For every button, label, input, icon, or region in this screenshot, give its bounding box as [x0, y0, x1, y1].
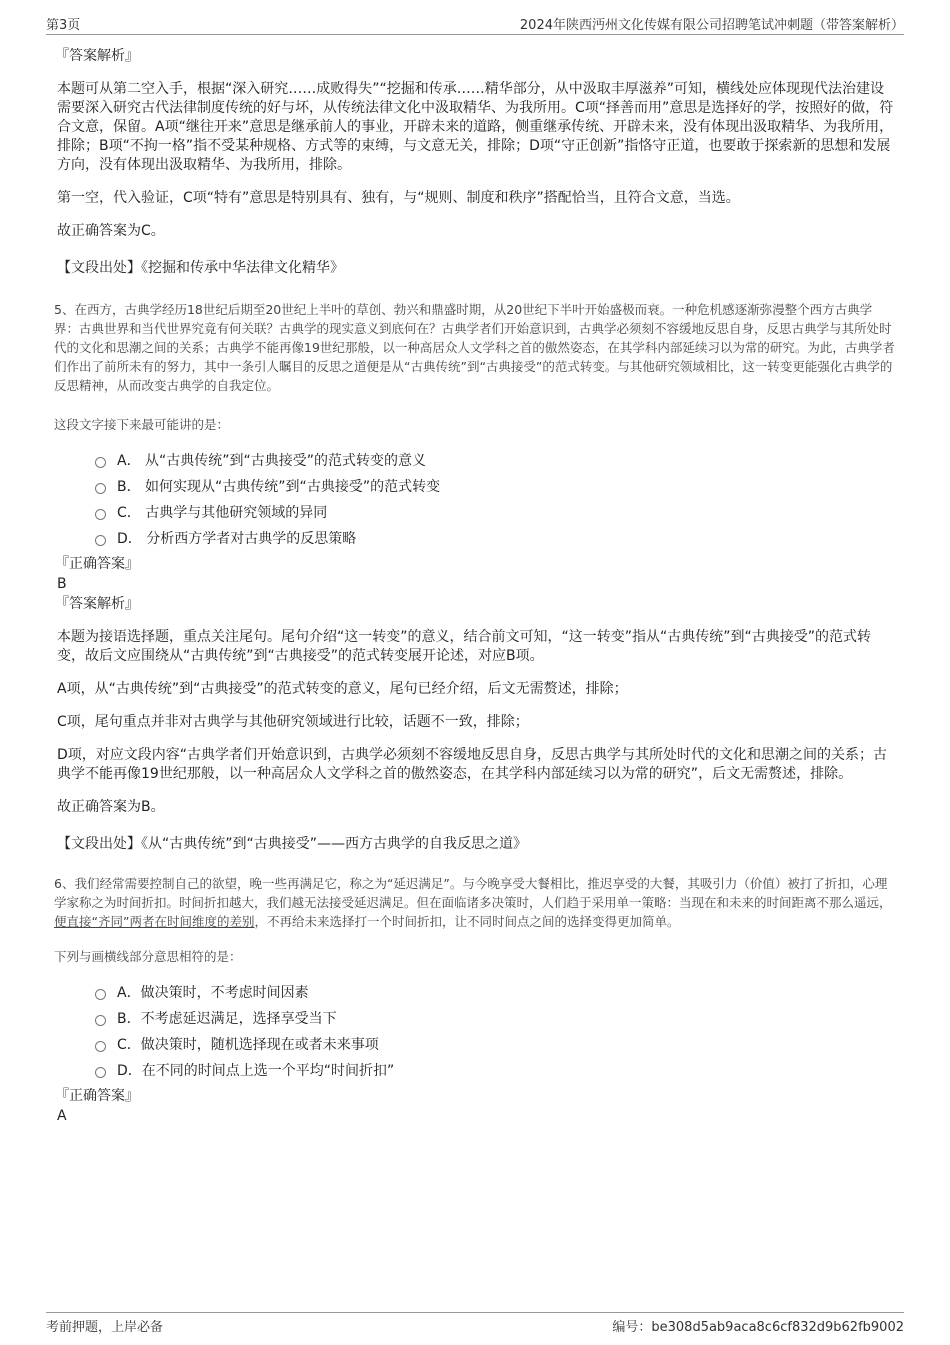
option-c[interactable] [95, 500, 897, 526]
footer-slogan: 考前押题，上岸必备 [46, 1320, 164, 1335]
source-citation: 【文段出处】《挖掘和传承中华法律文化精华》 [57, 260, 344, 276]
option-label: B．不考虑延迟满足，选择享受当下 [117, 1011, 337, 1027]
source-citation: 【文段出处】《从“古典传统”到“古典接受”——西方古典学的自我反思之道》 [57, 836, 528, 852]
page-header [46, 14, 904, 35]
question-6-stem [54, 874, 897, 931]
analysis-paragraph: 故正确答案为B。 [57, 799, 165, 815]
option-d[interactable] [95, 1058, 897, 1084]
analysis-paragraph: 第一空，代入验证，C项“特有”意思是特别具有、独有，与“规则、制度和秩序”搭配恰当，且符合文意，当选。 [57, 190, 740, 206]
option-b[interactable] [95, 474, 897, 500]
page-footer [46, 1312, 904, 1336]
option-b[interactable] [95, 1006, 897, 1032]
radio-button[interactable] [95, 509, 106, 520]
analysis-paragraph: 本题可从第二空入手，根据“深入研究……成败得失”“挖掘和传承……精华部分，从中汲取丰厚滋养”可知，横线处应体现现代法治建设需要深入研究古代法律制度传统的好与坏，从传统法律文化中汲取精华、为我所用。C项“择善而用”意思是选择好的学，按照好的做，符合文意，保留。A项“继往开来”意思是继承前人的事业，开辟未来的道路，侧重继承传统、开辟未来，没有体现出汲取精华、为我所用，排除；B项“不拘一格”指不受某种规格、方式等的束缚，与文意无关，排除；D项“守正创新”指恪守正道，也要敢于探索新的思想和发展方向，没有体现出汲取精华、为我所用，排除。 [57, 81, 894, 173]
analysis-paragraph: D项，对应文段内容“古典学者们开始意识到，古典学必须刻不容缓地反思自身，反思古典学与其所处时代的文化和思潮之间的关系；古典学不能再像19世纪那般，以一种高居众人文学科之首的傲然姿态，在其学科内部延续习以为常的研究”，后文无需赘述，排除。 [57, 747, 888, 782]
analysis-paragraph: 本题为接语选择题，重点关注尾句。尾句介绍“这一转变”的意义，结合前文可知，“这一转变”指从“古典传统”到“古典接受”的范式转变，故后文应围绕从“古典传统”到“古典接受”的范式转变展开论述，对应B项。 [57, 629, 872, 664]
option-a[interactable] [95, 448, 897, 474]
analysis-paragraph: C项，尾句重点并非对古典学与其他研究领域进行比较，话题不一致，排除； [57, 714, 529, 730]
analysis-paragraph: 故正确答案为C。 [57, 223, 165, 239]
document-title: 2024年陕西沔州文化传媒有限公司招聘笔试冲刺题（带答案解析） [519, 18, 904, 33]
document-code: 编号：be308d5ab9aca8c6cf832d9b62fb9002 [612, 1320, 904, 1335]
answer-label: 『正确答案』 [55, 556, 139, 572]
answer-value: B [57, 576, 67, 592]
page-number: 第3页 [46, 18, 81, 33]
stem-text: ，不再给未来选择打一个时间折扣，让不同时间点之间的选择变得更加简单。 [254, 914, 680, 929]
question-6-prompt: 下列与画横线部分意思相符的是： [54, 949, 242, 964]
option-label: B． 如何实现从“古典传统”到“古典接受”的范式转变 [117, 479, 441, 495]
answer-value: A [57, 1108, 67, 1124]
option-label: C． 古典学与其他研究领域的异同 [117, 505, 328, 521]
analysis-label: 『答案解析』 [55, 48, 139, 64]
radio-button[interactable] [95, 483, 106, 494]
question-5-stem: 5、在西方，古典学经历18世纪后期至20世纪上半叶的草创、勃兴和鼎盛时期，从20世纪下半叶开始盛极而衰。一种危机感逐渐弥漫整个西方古典学界：古典世界和当代世界究竟有何关联？古典学的现实意义到底何在？古典学者们开始意识到，古典学必须刻不容缓地反思自身，反思古典学与其所处时代的文化和思潮之间的关系；古典学不能再像19世纪那般，以一种高居众人文学科之首的傲然姿态，在其学科内部延续习以为常的研究。为此，古典学者们作出了前所未有的努力，其中一条引人瞩目的反思之道便是从“古典传统”到“古典接受”的范式转变。与其他研究领域相比，这一转变更能强化古典学的反思精神，从而改变古典学的自我定位。 [54, 302, 895, 393]
option-c[interactable] [95, 1032, 897, 1058]
stem-text: 6、我们经常需要控制自己的欲望，晚一些再满足它，称之为“延迟满足”。与今晚享受大餐相比，推迟享受的大餐，其吸引力（价值）被打了折扣，心理学家称之为时间折扣。时间折扣越大，我们越无法接受延迟满足。但在面临诸多决策时，人们趋于采用单一策略：当现在和未来的时间距离不那么遥远， [54, 876, 892, 910]
underlined-phrase: 便直接“齐同”两者在时间维度的差别 [54, 914, 255, 929]
option-label: A．做决策时，不考虑时间因素 [117, 985, 309, 1001]
option-label: D． 分析西方学者对古典学的反思策略 [117, 531, 357, 547]
radio-button[interactable] [95, 1041, 106, 1052]
analysis-paragraph: A项，从“古典传统”到“古典接受”的范式转变的意义，尾句已经介绍，后文无需赘述，排除； [57, 681, 628, 697]
radio-button[interactable] [95, 457, 106, 468]
radio-button[interactable] [95, 535, 106, 546]
option-label: D．在不同的时间点上选一个平均“时间折扣” [117, 1063, 395, 1079]
option-label: C．做决策时，随机选择现在或者未来事项 [117, 1037, 379, 1053]
radio-button[interactable] [95, 989, 106, 1000]
question-5-options [57, 448, 897, 552]
option-a[interactable] [95, 980, 897, 1006]
option-d[interactable] [95, 526, 897, 552]
page-content [54, 46, 897, 1126]
radio-button[interactable] [95, 1067, 106, 1078]
question-5-prompt: 这段文字接下来最可能讲的是： [54, 417, 230, 432]
question-6-options [57, 980, 897, 1084]
radio-button[interactable] [95, 1015, 106, 1026]
analysis-label: 『答案解析』 [55, 596, 139, 612]
answer-label: 『正确答案』 [55, 1088, 139, 1104]
option-label: A． 从“古典传统”到“古典接受”的范式转变的意义 [117, 453, 427, 469]
